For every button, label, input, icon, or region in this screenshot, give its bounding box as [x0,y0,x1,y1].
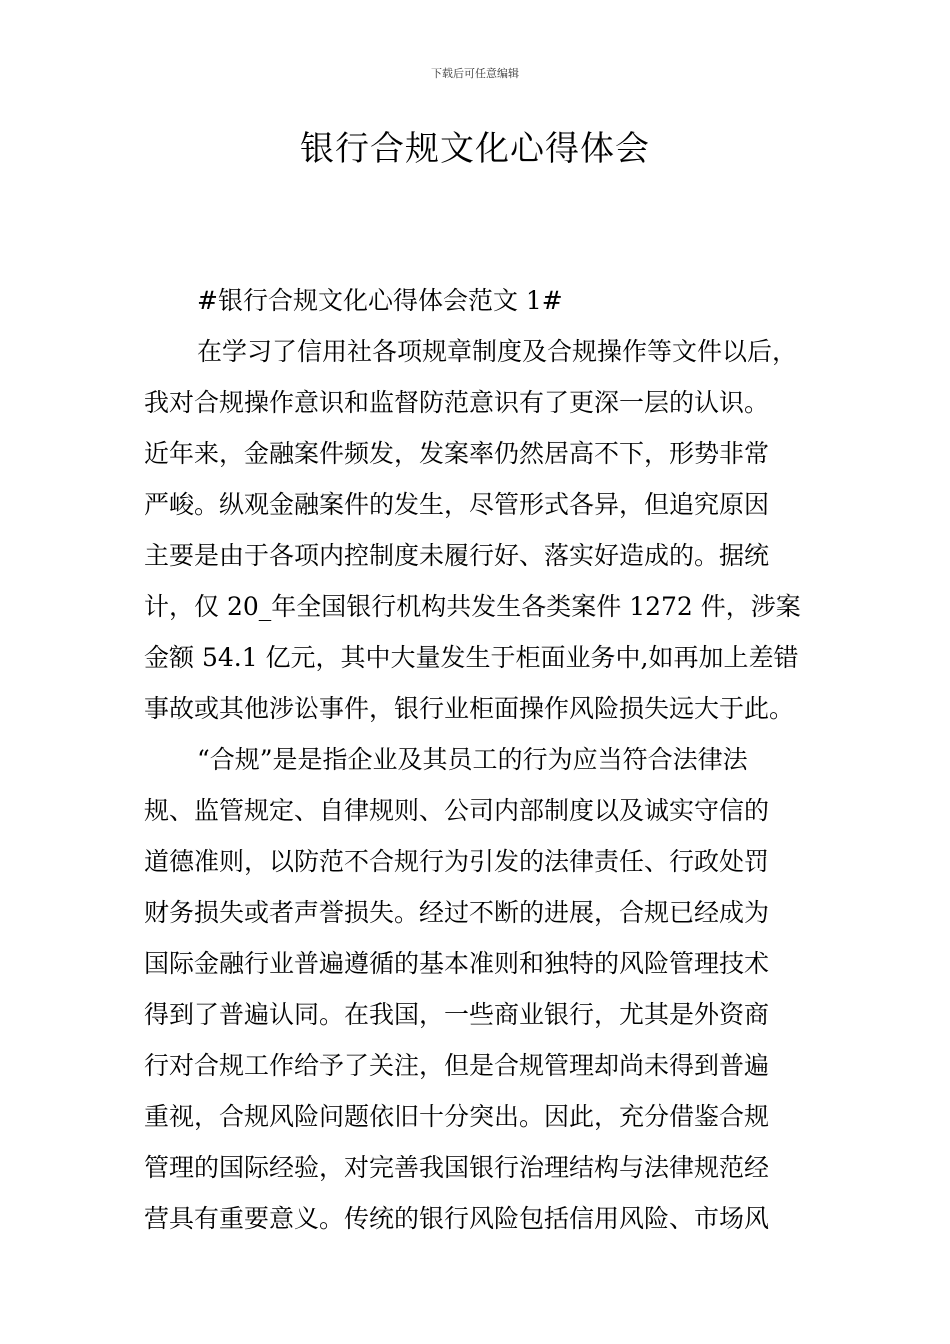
paragraph-2-line: 财务损失或者声誉损失。经过不断的进展，合规已经成为 [144,898,770,927]
paragraph-2-line: 规、监管规定、自律规则、公司内部制度以及诚实守信的 [144,796,770,825]
paragraph-1-line: 主要是由于各项内控制度未履行好、落实好造成的。据统 [144,541,770,570]
paragraph-1-line: 近年来，金融案件频发，发案率仍然居高不下，形势非常 [144,439,770,468]
document-title: 银行合规文化心得体会 [300,129,650,169]
paragraph-2-line: “合规”是是指企业及其员工的行为应当符合法律法 [197,745,748,774]
paragraph-2-line: 得到了普遍认同。在我国，一些商业银行，尤其是外资商 [144,1000,770,1029]
paragraph-2-line: 营具有重要意义。传统的银行风险包括信用风险、市场风 [144,1204,770,1233]
document-body [144,275,814,1244]
paragraph-2-line: 重视，合规风险问题依旧十分突出。因此，充分借鉴合规 [144,1102,770,1131]
paragraph-2-line: 行对合规工作给予了关注，但是合规管理却尚未得到普遍 [144,1051,770,1080]
paragraph-1-line: 计，仅 20_年全国银行机构共发生各类案件 1272 件，涉案 [144,592,801,621]
paragraph-1-line: 在学习了信用社各项规章制度及合规操作等文件以后， [197,337,798,366]
paragraph-2-line: 国际金融行业普遍遵循的基本准则和独特的风险管理技术 [144,949,770,978]
paragraph-1-line: 事故或其他涉讼事件，银行业柜面操作风险损失远大于此。 [144,694,795,723]
paragraph-2-line: 管理的国际经验，对完善我国银行治理结构与法律规范经 [144,1153,770,1182]
paragraph-1-line: 金额 54.1 亿元，其中大量发生于柜面业务中,如再加上差错 [144,643,799,672]
section-heading: #银行合规文化心得体会范文 1# [197,286,563,315]
header-note: 下载后可任意编辑 [431,67,519,80]
paragraph-2-line: 道德准则，以防范不合规行为引发的法律责任、行政处罚 [144,847,770,876]
paragraph-1-line: 我对合规操作意识和监督防范意识有了更深一层的认识。 [144,388,770,417]
paragraph-1-line: 严峻。纵观金融案件的发生，尽管形式各异，但追究原因 [144,490,770,519]
